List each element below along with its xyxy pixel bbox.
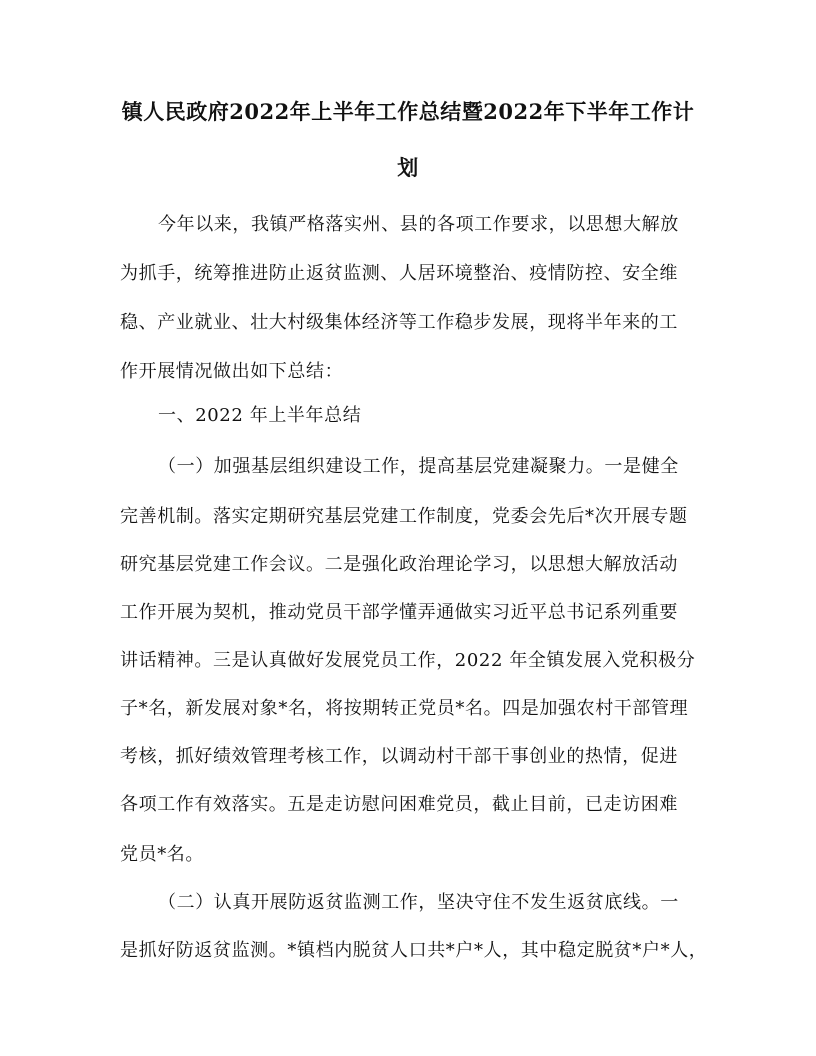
paragraph-line: 考核，抓好绩效管理考核工作，以调动村干部干事创业的热情，促进 xyxy=(120,746,678,767)
paragraph-line: （二）认真开展防返贫监测工作，坚决守住不发生返贫底线。一 xyxy=(158,892,679,913)
paragraph-line: 完善机制。落实定期研究基层党建工作制度，党委会先后*次开展专题 xyxy=(120,506,688,527)
document-title-line-2: 划 xyxy=(397,155,419,180)
paragraph-line: 作开展情况做出如下总结： xyxy=(120,361,344,382)
paragraph-line: （一）加强基层组织建设工作，提高基层党建凝聚力。一是健全 xyxy=(158,456,679,477)
paragraph-line: 工作开展为契机，推动党员干部学懂弄通做实习近平总书记系列重要 xyxy=(120,602,678,623)
paragraph-line: 今年以来，我镇严格落实州、县的各项工作要求，以思想大解放 xyxy=(158,214,679,235)
paragraph-line: 研究基层党建工作会议。二是强化政治理论学习，以思想大解放活动 xyxy=(120,554,678,575)
paragraph-line: 稳、产业就业、壮大村级集体经济等工作稳步发展，现将半年来的工 xyxy=(120,312,678,333)
paragraph-line: 党员*名。 xyxy=(120,844,204,865)
paragraph-line: 子*名，新发展对象*名，将按期转正党员*名。四是加强农村干部管理 xyxy=(120,698,689,719)
paragraph-line: 是抓好防返贫监测。*镇档内脱贫人口共*户*人，其中稳定脱贫*户*人， xyxy=(120,940,708,961)
section-heading: 一、2022 年上半年总结 xyxy=(158,405,362,426)
paragraph-line: 各项工作有效落实。五是走访慰问困难党员，截止目前，已走访困难 xyxy=(120,794,678,815)
paragraph-line: 为抓手，统筹推进防止返贫监测、人居环境整治、疫情防控、安全维 xyxy=(120,263,678,284)
paragraph-line: 讲话精神。三是认真做好发展党员工作，2022 年全镇发展入党积极分 xyxy=(120,650,696,671)
document-title-line-1: 镇人民政府2022年上半年工作总结暨2022年下半年工作计 xyxy=(121,99,695,124)
